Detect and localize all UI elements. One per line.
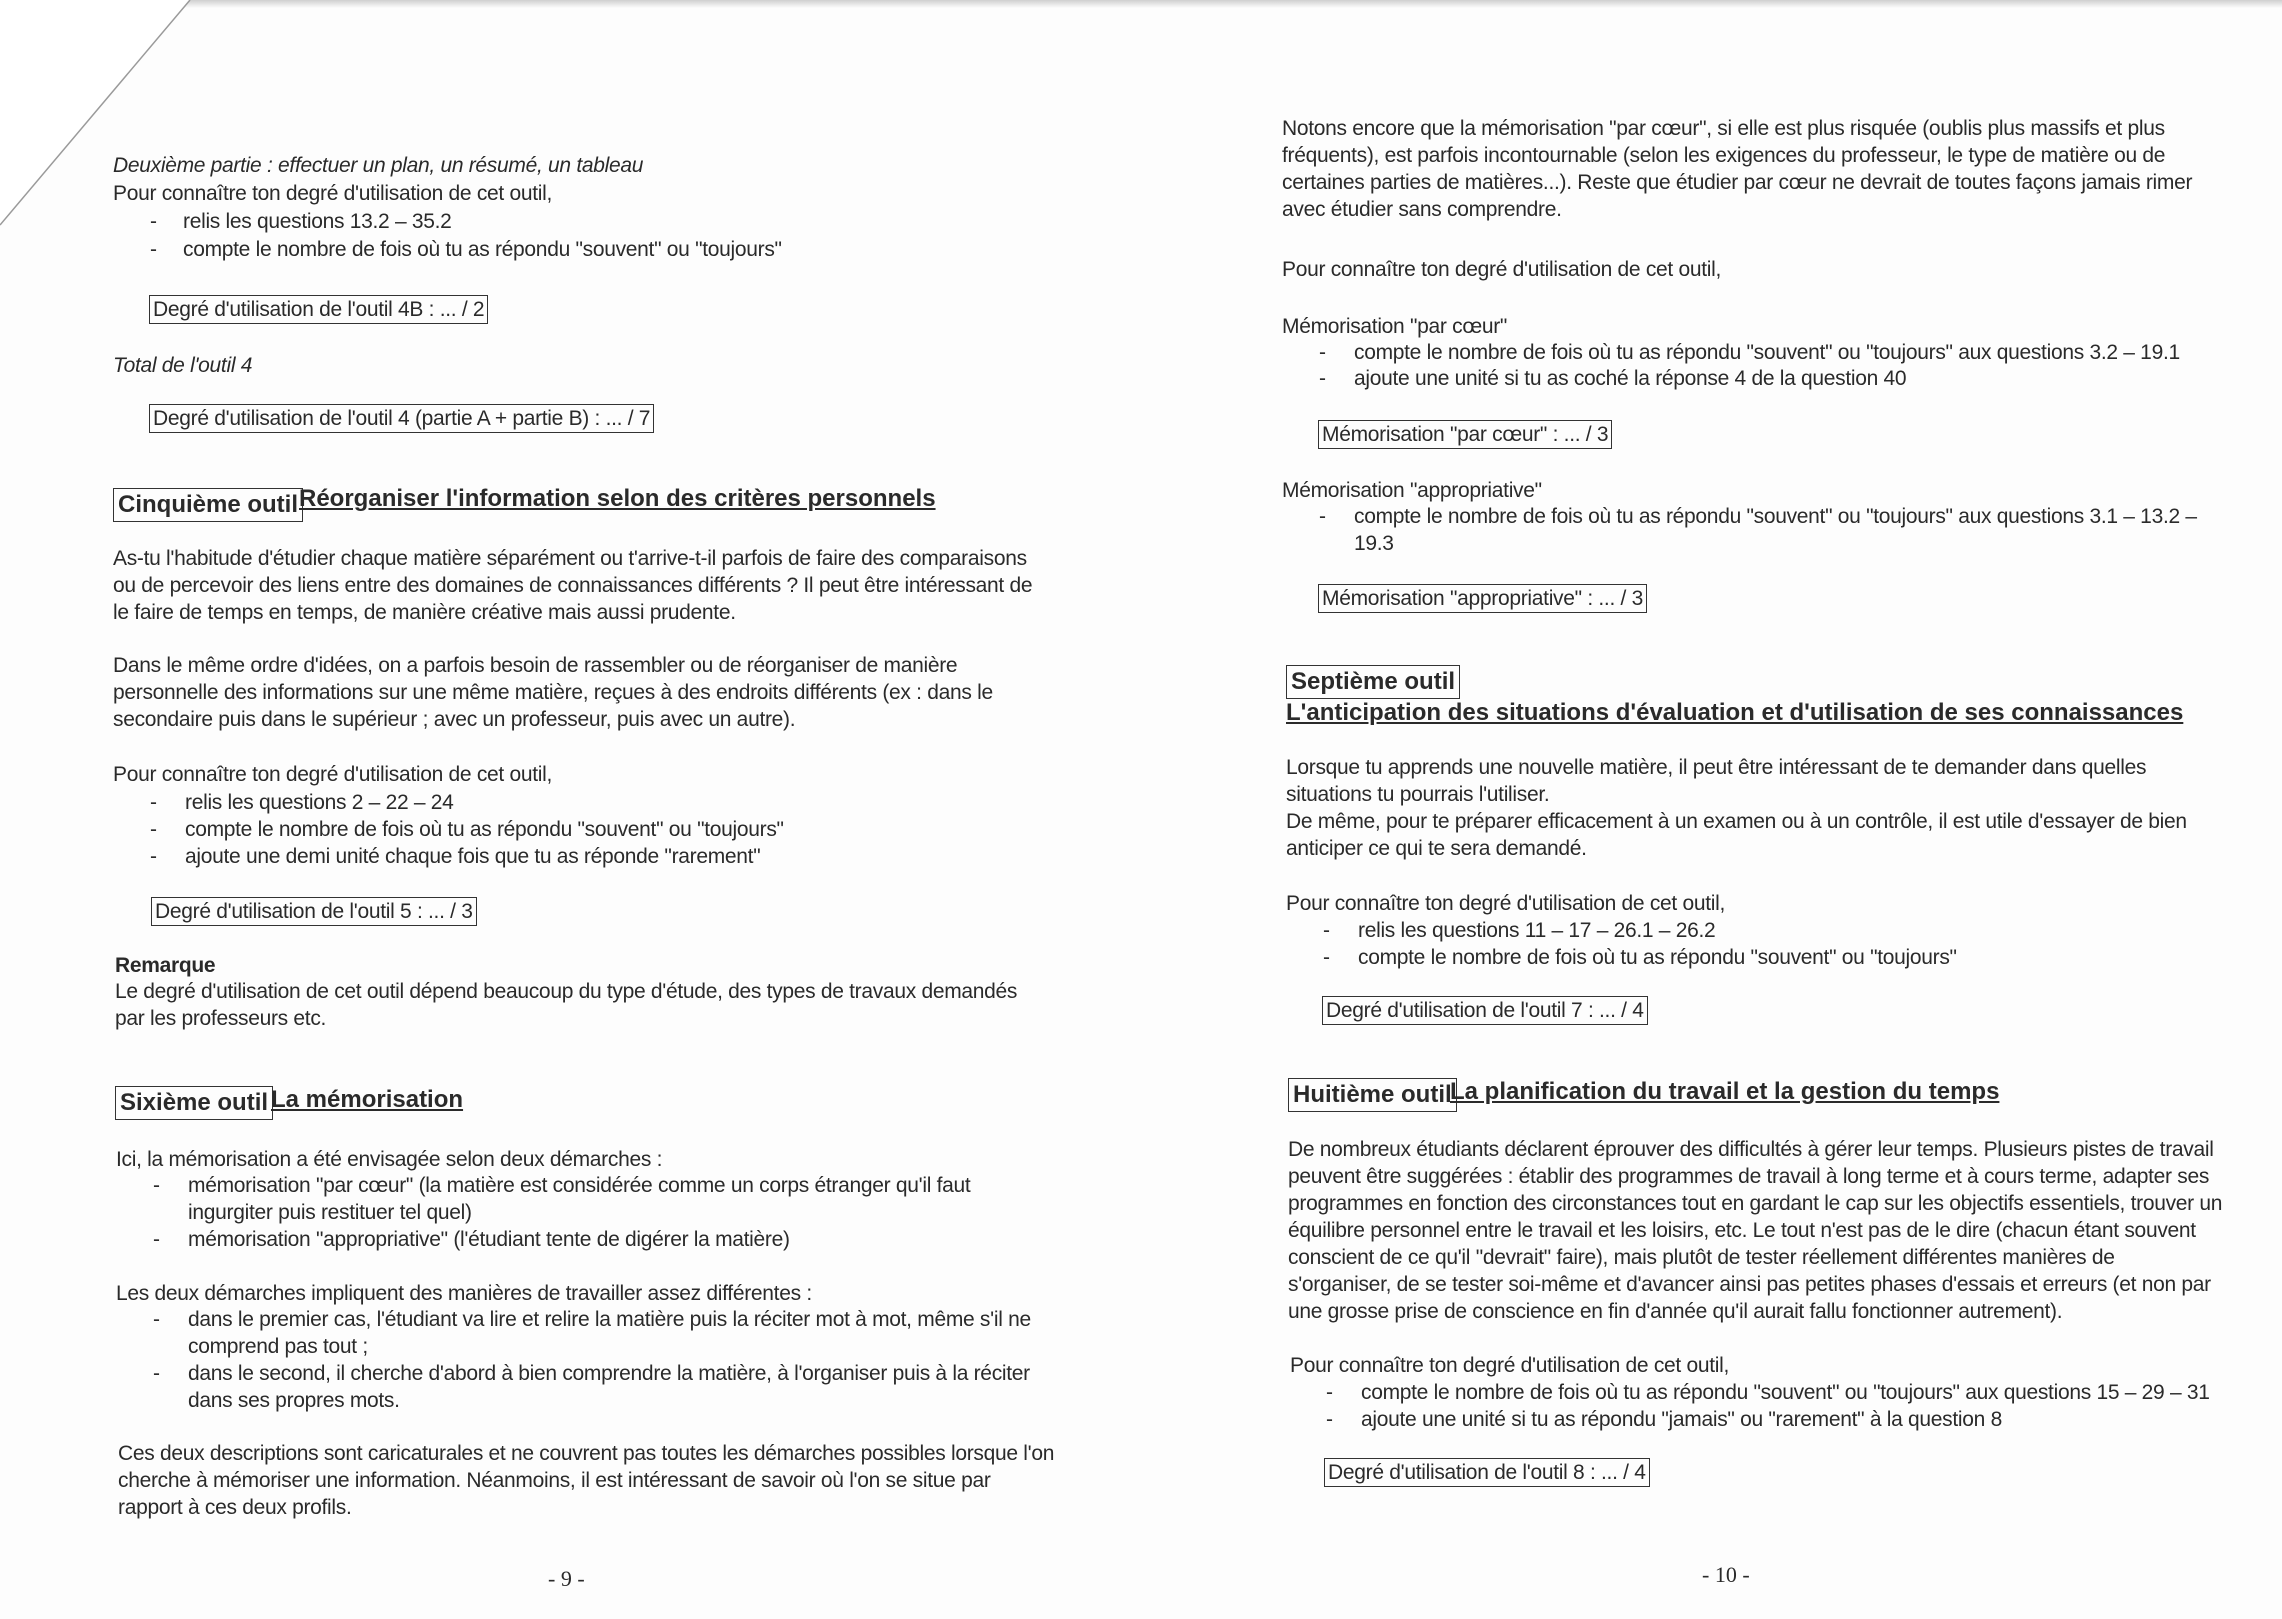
outil5-intro: Pour connaître ton degré d'utilisation de cet outil,: [113, 763, 553, 786]
paragraph-line: situations tu pourrais l'utiliser.: [1286, 783, 1550, 806]
list-item: compte le nombre de fois où tu as répondu "souvent" ou "toujours": [1358, 946, 1957, 969]
paragraph-line: As-tu l'habitude d'étudier chaque matière séparément ou t'arrive-t-il parfois de faire des comparaisons: [113, 547, 1027, 570]
list-item: compte le nombre de fois où tu as répondu "souvent" ou "toujours" aux questions 3.1 – 13.2 –: [1354, 505, 2197, 528]
bullet-dash: -: [153, 1308, 160, 1331]
bullet-dash: -: [1319, 367, 1326, 390]
list-item-cont: ingurgiter puis restituer tel quel): [188, 1201, 472, 1224]
list-item: relis les questions 13.2 – 35.2: [183, 210, 452, 233]
score-box-appropriative: Mémorisation "appropriative" : ... / 3: [1318, 584, 1647, 613]
bullet-dash: -: [150, 818, 157, 841]
outil5-title: Réorganiser l'information selon des critères personnels: [299, 485, 936, 512]
bullet-dash: -: [1323, 919, 1330, 942]
list-item: ajoute une unité si tu as coché la réponse 4 de la question 40: [1354, 367, 1907, 390]
paragraph-line: programmes en fonction des circonstances tout en gardant le cap sur les objectifs essentiels, trouver un: [1288, 1192, 2223, 1215]
bullet-dash: -: [153, 1228, 160, 1251]
paragraph-line: conscient de ce qu'il "devrait" faire), mais plutôt de tester réellement différentes manières de: [1288, 1246, 2115, 1269]
list-item: compte le nombre de fois où tu as répondu "souvent" ou "toujours" aux questions 3.2 – 19.1: [1354, 341, 2180, 364]
paragraph-line: peuvent être suggérées : établir des programmes de travail à long terme et à cours terme, adapter ses: [1288, 1165, 2210, 1188]
paragraph-line: certaines parties de matières...). Reste que étudier par cœur ne devrait de toutes façons jamais rimer: [1282, 171, 2193, 194]
remarque-title: Remarque: [115, 954, 216, 977]
bullet-dash: -: [1326, 1381, 1333, 1404]
paragraph-line: Notons encore que la mémorisation "par cœur", si elle est plus risquée (oublis plus massifs et plus: [1282, 117, 2165, 140]
outil6-label: Sixième outil: [115, 1086, 273, 1120]
intro-line: Pour connaître ton degré d'utilisation de cet outil,: [1282, 258, 1722, 281]
bullet-dash: -: [150, 791, 157, 814]
list-item: compte le nombre de fois où tu as répondu "souvent" ou "toujours": [183, 238, 782, 261]
list-item: ajoute une demi unité chaque fois que tu as réponde "rarement": [185, 845, 761, 868]
score-box-4b: Degré d'utilisation de l'outil 4B : ... / 2: [149, 295, 488, 324]
paragraph-line: Le degré d'utilisation de cet outil dépend beaucoup du type d'étude, des types de travaux demandés: [115, 980, 1018, 1003]
bullet-dash: -: [1326, 1408, 1333, 1431]
bullet-dash: -: [153, 1174, 160, 1197]
paragraph-line: une grosse prise de conscience en fin d'année qu'il aurait fallu fonctionner autrement).: [1288, 1300, 2063, 1323]
paragraph-line: ou de percevoir des liens entre des domaines de connaissances différents ? Il peut être intéressant de: [113, 574, 1033, 597]
outil8-title: La planification du travail et la gestion du temps: [1450, 1078, 2000, 1105]
list-item: dans le premier cas, l'étudiant va lire et relire la matière puis la réciter mot à mot, même s'il ne: [188, 1308, 1031, 1331]
score-box-8: Degré d'utilisation de l'outil 8 : ... / 4: [1324, 1458, 1650, 1487]
outil8-intro: Pour connaître ton degré d'utilisation de cet outil,: [1290, 1354, 1730, 1377]
score-box-4: Degré d'utilisation de l'outil 4 (partie A + partie B) : ... / 7: [149, 404, 654, 433]
scan-edge: [0, 0, 2282, 8]
list-item: relis les questions 11 – 17 – 26.1 – 26.2: [1358, 919, 1716, 942]
page-number: - 10 -: [1702, 1562, 1750, 1587]
list-item: ajoute une unité si tu as répondu "jamais" ou "rarement" à la question 8: [1361, 1408, 2002, 1431]
list-item: compte le nombre de fois où tu as répondu "souvent" ou "toujours": [185, 818, 784, 841]
bullet-dash: -: [150, 238, 157, 261]
appropriative-label: Mémorisation "appropriative": [1282, 479, 1542, 502]
outil7-intro: Pour connaître ton degré d'utilisation de cet outil,: [1286, 892, 1726, 915]
paragraph-line: Dans le même ordre d'idées, on a parfois besoin de rassembler ou de réorganiser de manière: [113, 654, 958, 677]
paragraph-line: le faire de temps en temps, de manière créative mais aussi prudente.: [113, 601, 736, 624]
page-number: - 9 -: [548, 1566, 585, 1591]
bullet-dash: -: [1323, 946, 1330, 969]
list-item-cont: dans ses propres mots.: [188, 1389, 400, 1412]
paragraph-line: par les professeurs etc.: [115, 1007, 327, 1030]
outil7-label: Septième outil: [1286, 665, 1460, 699]
score-box-7: Degré d'utilisation de l'outil 7 : ... / 4: [1322, 996, 1648, 1025]
bullet-dash: -: [150, 210, 157, 233]
list-item: dans le second, il cherche d'abord à bien comprendre la matière, à l'organiser puis à la réciter: [188, 1362, 1030, 1385]
outil8-label: Huitième outil: [1288, 1078, 1457, 1112]
paragraph-line: rapport à ces deux profils.: [118, 1496, 352, 1519]
paragraph-line: De nombreux étudiants déclarent éprouver des difficultés à gérer leur temps. Plusieurs pistes de travail: [1288, 1138, 2214, 1161]
list-item-cont: comprend pas tout ;: [188, 1335, 368, 1358]
bullet-dash: -: [150, 845, 157, 868]
paragraph-line: fréquents), est parfois incontournable (selon les exigences du professeur, le type de matière ou de: [1282, 144, 2166, 167]
score-box-5: Degré d'utilisation de l'outil 5 : ... / 3: [151, 897, 477, 926]
par-coeur-label: Mémorisation "par cœur": [1282, 315, 1508, 338]
outil6-intro: Ici, la mémorisation a été envisagée selon deux démarches :: [116, 1148, 663, 1171]
paragraph-line: équilibre personnel entre le travail et les loisirs, etc. Le tout n'est pas de le dire (chacun étant souvent: [1288, 1219, 2196, 1242]
list-item-cont: 19.3: [1354, 532, 1394, 555]
paragraph-line: De même, pour te préparer efficacement à un examen ou à un contrôle, il est utile d'essayer de bien: [1286, 810, 2187, 833]
list-item: mémorisation "par cœur" (la matière est considérée comme un corps étranger qu'il faut: [188, 1174, 971, 1197]
bullet-dash: -: [1319, 341, 1326, 364]
partie2-intro: Pour connaître ton degré d'utilisation de cet outil,: [113, 182, 553, 205]
paragraph-line: s'organiser, de se tester soi-même et d'avancer ainsi pas petites phases d'essais et erreurs (et non par: [1288, 1273, 2211, 1296]
paragraph-line: anticiper ce qui te sera demandé.: [1286, 837, 1587, 860]
paragraph-line: Ces deux descriptions sont caricaturales et ne couvrent pas toutes les démarches possibles lorsque l'on: [118, 1442, 1055, 1465]
paragraph-line: secondaire puis dans le supérieur ; avec un professeur, puis avec un autre).: [113, 708, 796, 731]
paragraph-line: avec étudier sans comprendre.: [1282, 198, 1562, 221]
score-box-par-coeur: Mémorisation "par cœur" : ... / 3: [1318, 420, 1612, 449]
list-item: compte le nombre de fois où tu as répondu "souvent" ou "toujours" aux questions 15 – 29 – 31: [1361, 1381, 2210, 1404]
outil6-p2-intro: Les deux démarches impliquent des manières de travailler assez différentes :: [116, 1282, 812, 1305]
paragraph-line: cherche à mémoriser une information. Néanmoins, il est intéressant de savoir où l'on se situe par: [118, 1469, 991, 1492]
outil5-label: Cinquième outil: [113, 488, 303, 522]
list-item: relis les questions 2 – 22 – 24: [185, 791, 454, 814]
bullet-dash: -: [153, 1362, 160, 1385]
total-outil4: Total de l'outil 4: [113, 354, 253, 377]
partie2-heading: Deuxième partie : effectuer un plan, un résumé, un tableau: [113, 154, 644, 177]
bullet-dash: -: [1319, 505, 1326, 528]
outil6-title: La mémorisation: [271, 1086, 464, 1113]
outil7-title: L'anticipation des situations d'évaluation et d'utilisation de ses connaissances: [1286, 699, 2184, 726]
paragraph-line: personnelle des informations sur une même matière, reçues à des endroits différents (ex : dans le: [113, 681, 993, 704]
list-item: mémorisation "appropriative" (l'étudiant tente de digérer la matière): [188, 1228, 790, 1251]
paragraph-line: Lorsque tu apprends une nouvelle matière, il peut être intéressant de te demander dans quelles: [1286, 756, 2147, 779]
